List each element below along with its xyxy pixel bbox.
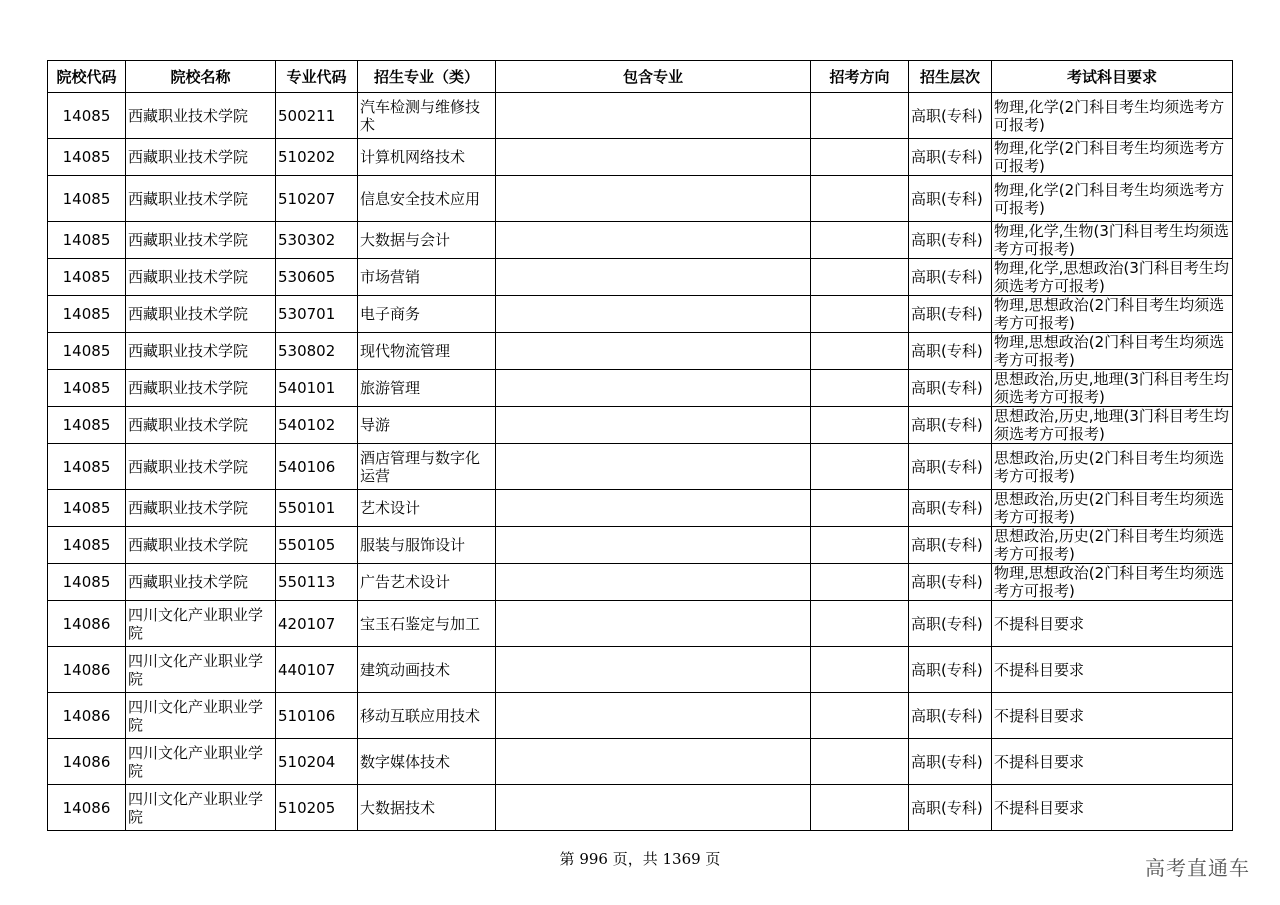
subject-requirement-cell: 不提科目要求 — [992, 647, 1233, 693]
level-cell: 高职(专科) — [909, 444, 992, 490]
included-majors-cell — [496, 647, 811, 693]
institution-code-cell: 14085 — [48, 296, 126, 333]
admissions-table — [47, 60, 1233, 831]
major-code-cell: 510207 — [276, 176, 358, 222]
direction-cell — [811, 490, 909, 527]
institution-code-cell: 14085 — [48, 176, 126, 222]
institution-name-cell: 西藏职业技术学院 — [126, 259, 276, 296]
table-row — [48, 296, 1233, 333]
table-header-row — [48, 61, 1233, 93]
page-number: 第 996 页，共 1369 页 — [559, 850, 721, 868]
table-row — [48, 601, 1233, 647]
institution-name-cell: 西藏职业技术学院 — [126, 527, 276, 564]
major-name-cell: 市场营销 — [358, 259, 496, 296]
level-cell: 高职(专科) — [909, 601, 992, 647]
header-major: 招生专业（类） — [358, 61, 496, 93]
direction-cell — [811, 693, 909, 739]
institution-name-cell: 西藏职业技术学院 — [126, 296, 276, 333]
institution-code-cell: 14086 — [48, 739, 126, 785]
direction-cell — [811, 739, 909, 785]
included-majors-cell — [496, 222, 811, 259]
level-cell: 高职(专科) — [909, 370, 992, 407]
major-name-cell: 大数据技术 — [358, 785, 496, 831]
table-row — [48, 370, 1233, 407]
table-row — [48, 407, 1233, 444]
header-major-code: 专业代码 — [276, 61, 358, 93]
level-cell: 高职(专科) — [909, 93, 992, 139]
level-cell: 高职(专科) — [909, 564, 992, 601]
header-direction: 招考方向 — [811, 61, 909, 93]
subject-requirement-cell: 不提科目要求 — [992, 785, 1233, 831]
included-majors-cell — [496, 739, 811, 785]
direction-cell — [811, 93, 909, 139]
subject-requirement-cell: 物理,思想政治(2门科目考生均须选考方可报考) — [992, 333, 1233, 370]
header-subject-requirement: 考试科目要求 — [992, 61, 1233, 93]
major-code-cell: 530701 — [276, 296, 358, 333]
header-institution-name: 院校名称 — [126, 61, 276, 93]
institution-name-cell: 四川文化产业职业学院 — [126, 785, 276, 831]
institution-name-cell: 西藏职业技术学院 — [126, 222, 276, 259]
direction-cell — [811, 333, 909, 370]
subject-requirement-cell: 不提科目要求 — [992, 601, 1233, 647]
included-majors-cell — [496, 785, 811, 831]
level-cell: 高职(专科) — [909, 647, 992, 693]
included-majors-cell — [496, 407, 811, 444]
included-majors-cell — [496, 693, 811, 739]
major-name-cell: 现代物流管理 — [358, 333, 496, 370]
institution-code-cell: 14085 — [48, 333, 126, 370]
institution-name-cell: 西藏职业技术学院 — [126, 139, 276, 176]
major-code-cell: 530302 — [276, 222, 358, 259]
major-name-cell: 移动互联应用技术 — [358, 693, 496, 739]
institution-name-cell: 四川文化产业职业学院 — [126, 739, 276, 785]
subject-requirement-cell: 不提科目要求 — [992, 693, 1233, 739]
institution-code-cell: 14085 — [48, 139, 126, 176]
included-majors-cell — [496, 601, 811, 647]
level-cell: 高职(专科) — [909, 490, 992, 527]
level-cell: 高职(专科) — [909, 176, 992, 222]
subject-requirement-cell: 思想政治,历史(2门科目考生均须选考方可报考) — [992, 490, 1233, 527]
subject-requirement-cell: 物理,化学(2门科目考生均须选考方可报考) — [992, 93, 1233, 139]
level-cell: 高职(专科) — [909, 527, 992, 564]
institution-code-cell: 14085 — [48, 222, 126, 259]
institution-name-cell: 西藏职业技术学院 — [126, 407, 276, 444]
major-code-cell: 550101 — [276, 490, 358, 527]
table-row — [48, 647, 1233, 693]
included-majors-cell — [496, 370, 811, 407]
institution-code-cell: 14086 — [48, 693, 126, 739]
institution-name-cell: 西藏职业技术学院 — [126, 490, 276, 527]
level-cell: 高职(专科) — [909, 222, 992, 259]
direction-cell — [811, 222, 909, 259]
table-row — [48, 739, 1233, 785]
subject-requirement-cell: 物理,化学(2门科目考生均须选考方可报考) — [992, 139, 1233, 176]
included-majors-cell — [496, 333, 811, 370]
institution-code-cell: 14085 — [48, 444, 126, 490]
direction-cell — [811, 407, 909, 444]
subject-requirement-cell: 不提科目要求 — [992, 739, 1233, 785]
included-majors-cell — [496, 296, 811, 333]
subject-requirement-cell: 思想政治,历史,地理(3门科目考生均须选考方可报考) — [992, 407, 1233, 444]
subject-requirement-cell: 思想政治,历史(2门科目考生均须选考方可报考) — [992, 444, 1233, 490]
table-row — [48, 527, 1233, 564]
direction-cell — [811, 785, 909, 831]
direction-cell — [811, 601, 909, 647]
level-cell: 高职(专科) — [909, 693, 992, 739]
table-row — [48, 222, 1233, 259]
included-majors-cell — [496, 259, 811, 296]
header-level: 招生层次 — [909, 61, 992, 93]
institution-name-cell: 西藏职业技术学院 — [126, 370, 276, 407]
included-majors-cell — [496, 490, 811, 527]
major-code-cell: 530605 — [276, 259, 358, 296]
institution-code-cell: 14085 — [48, 490, 126, 527]
major-code-cell: 540102 — [276, 407, 358, 444]
institution-code-cell: 14085 — [48, 564, 126, 601]
major-code-cell: 510202 — [276, 139, 358, 176]
institution-code-cell: 14085 — [48, 407, 126, 444]
included-majors-cell — [496, 93, 811, 139]
institution-name-cell: 西藏职业技术学院 — [126, 176, 276, 222]
institution-name-cell: 西藏职业技术学院 — [126, 93, 276, 139]
major-name-cell: 数字媒体技术 — [358, 739, 496, 785]
subject-requirement-cell: 物理,思想政治(2门科目考生均须选考方可报考) — [992, 564, 1233, 601]
major-code-cell: 440107 — [276, 647, 358, 693]
institution-code-cell: 14085 — [48, 259, 126, 296]
direction-cell — [811, 527, 909, 564]
major-name-cell: 汽车检测与维修技术 — [358, 93, 496, 139]
direction-cell — [811, 259, 909, 296]
major-name-cell: 服装与服饰设计 — [358, 527, 496, 564]
included-majors-cell — [496, 139, 811, 176]
institution-name-cell: 西藏职业技术学院 — [126, 444, 276, 490]
major-code-cell: 550105 — [276, 527, 358, 564]
table-row — [48, 490, 1233, 527]
institution-name-cell: 四川文化产业职业学院 — [126, 601, 276, 647]
subject-requirement-cell: 思想政治,历史,地理(3门科目考生均须选考方可报考) — [992, 370, 1233, 407]
level-cell: 高职(专科) — [909, 296, 992, 333]
direction-cell — [811, 444, 909, 490]
direction-cell — [811, 139, 909, 176]
direction-cell — [811, 176, 909, 222]
subject-requirement-cell: 思想政治,历史(2门科目考生均须选考方可报考) — [992, 527, 1233, 564]
major-code-cell: 510204 — [276, 739, 358, 785]
major-code-cell: 550113 — [276, 564, 358, 601]
major-name-cell: 旅游管理 — [358, 370, 496, 407]
level-cell: 高职(专科) — [909, 333, 992, 370]
institution-name-cell: 四川文化产业职业学院 — [126, 647, 276, 693]
institution-code-cell: 14086 — [48, 647, 126, 693]
included-majors-cell — [496, 527, 811, 564]
subject-requirement-cell: 物理,化学,生物(3门科目考生均须选考方可报考) — [992, 222, 1233, 259]
subject-requirement-cell: 物理,化学(2门科目考生均须选考方可报考) — [992, 176, 1233, 222]
major-code-cell: 510106 — [276, 693, 358, 739]
table-row — [48, 785, 1233, 831]
level-cell: 高职(专科) — [909, 139, 992, 176]
table-row — [48, 333, 1233, 370]
level-cell: 高职(专科) — [909, 407, 992, 444]
institution-code-cell: 14085 — [48, 93, 126, 139]
table-row — [48, 259, 1233, 296]
institution-code-cell: 14085 — [48, 527, 126, 564]
table-row — [48, 93, 1233, 139]
included-majors-cell — [496, 444, 811, 490]
major-name-cell: 信息安全技术应用 — [358, 176, 496, 222]
table-row — [48, 444, 1233, 490]
watermark-text: 高考直通车 — [1145, 856, 1250, 880]
direction-cell — [811, 564, 909, 601]
header-institution-code: 院校代码 — [48, 61, 126, 93]
major-code-cell: 540106 — [276, 444, 358, 490]
institution-code-cell: 14086 — [48, 785, 126, 831]
table-row — [48, 693, 1233, 739]
major-name-cell: 艺术设计 — [358, 490, 496, 527]
institution-name-cell: 四川文化产业职业学院 — [126, 693, 276, 739]
major-code-cell: 420107 — [276, 601, 358, 647]
major-name-cell: 酒店管理与数字化运营 — [358, 444, 496, 490]
major-name-cell: 广告艺术设计 — [358, 564, 496, 601]
institution-name-cell: 西藏职业技术学院 — [126, 333, 276, 370]
table-row — [48, 564, 1233, 601]
major-code-cell: 500211 — [276, 93, 358, 139]
subject-requirement-cell: 物理,思想政治(2门科目考生均须选考方可报考) — [992, 296, 1233, 333]
level-cell: 高职(专科) — [909, 259, 992, 296]
institution-code-cell: 14085 — [48, 370, 126, 407]
institution-name-cell: 西藏职业技术学院 — [126, 564, 276, 601]
level-cell: 高职(专科) — [909, 785, 992, 831]
direction-cell — [811, 296, 909, 333]
included-majors-cell — [496, 564, 811, 601]
table-row — [48, 139, 1233, 176]
major-name-cell: 计算机网络技术 — [358, 139, 496, 176]
major-name-cell: 宝玉石鉴定与加工 — [358, 601, 496, 647]
direction-cell — [811, 370, 909, 407]
direction-cell — [811, 647, 909, 693]
level-cell: 高职(专科) — [909, 739, 992, 785]
included-majors-cell — [496, 176, 811, 222]
major-code-cell: 510205 — [276, 785, 358, 831]
major-code-cell: 530802 — [276, 333, 358, 370]
major-name-cell: 大数据与会计 — [358, 222, 496, 259]
major-name-cell: 导游 — [358, 407, 496, 444]
header-included-majors: 包含专业 — [496, 61, 811, 93]
institution-code-cell: 14086 — [48, 601, 126, 647]
major-name-cell: 建筑动画技术 — [358, 647, 496, 693]
subject-requirement-cell: 物理,化学,思想政治(3门科目考生均须选考方可报考) — [992, 259, 1233, 296]
table-row — [48, 176, 1233, 222]
major-code-cell: 540101 — [276, 370, 358, 407]
major-name-cell: 电子商务 — [358, 296, 496, 333]
